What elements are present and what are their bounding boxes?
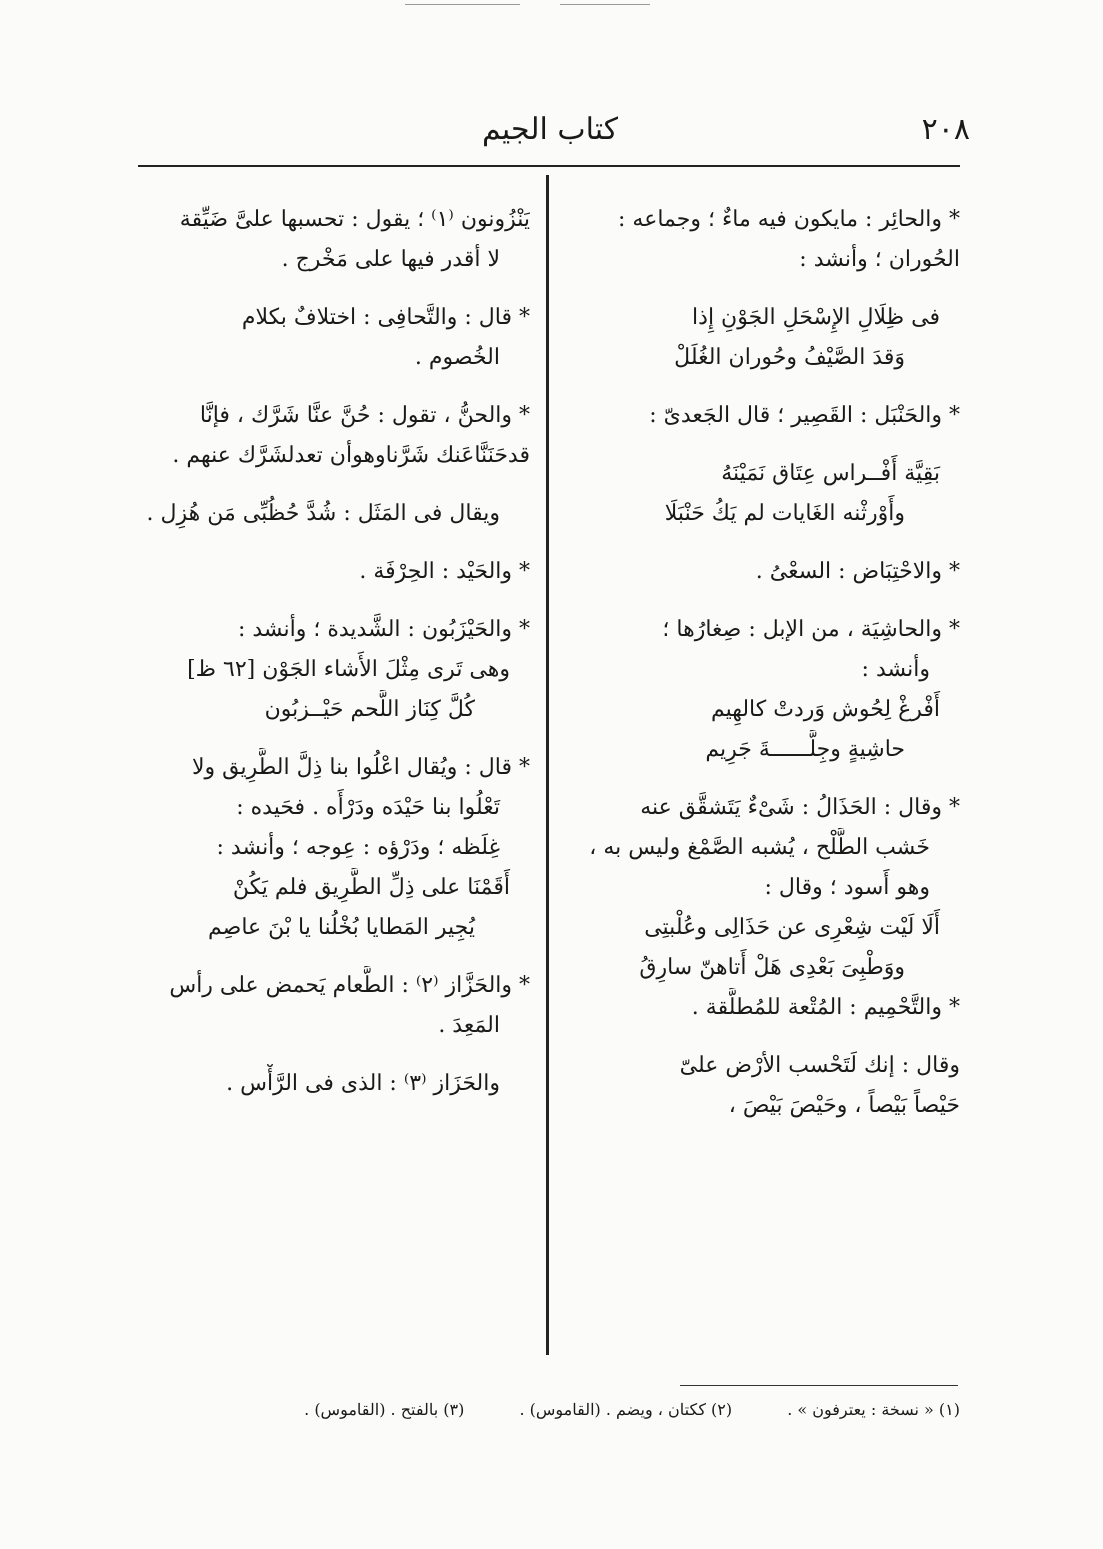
verse-line: وهى تَرى مِثْلَ الأَشاء الجَوْن [٦٢ ظ]: [187, 657, 510, 682]
right-column: [565, 200, 960, 1126]
text-line: حَيْصاً بَيْصاً ، وحَيْصَ بَيْصَ ،: [728, 1093, 960, 1118]
text-line: وأنشد :: [861, 657, 930, 682]
verse-line: وأَوْرثْنه الغَايات لم يَكُ حَنْبَلَا: [664, 501, 905, 526]
verse-line: وَقدَ الصَّيْفُ وحُوران الغُلَلْ: [674, 345, 905, 370]
verse-line: حاشِيةٍ وجِلَّــــــةَ جَرِيم: [705, 737, 905, 762]
page-number: ٢٠٨: [921, 112, 970, 147]
text-line: قدحَنَنَّاعَنك شَرَّناوهوأن تعدلشَرَّك عنهم .: [172, 443, 530, 468]
text-line: يَنْزُونون ⁽١⁾ ؛ يقول : تحسبها علىَّ ضَيِّقة: [179, 207, 530, 232]
text-line: * والحائِر : مايكون فيه ماءٌ ؛ وجماعه :: [618, 207, 960, 232]
text-line: * والحَزَّاز ⁽٢⁾ : الطَّعام يَحمض على رأس: [169, 973, 530, 998]
text-line: * والحنُّ ، تقول : حُنَّ عنَّا شَرَّك ، فإنَّا: [199, 403, 530, 428]
text-line: والحَزَاز ⁽٣⁾ : الذى فى الرَّأْس .: [226, 1071, 500, 1096]
text-line: * وقال : الحَذَالُ : شَىْءٌ يَتَشقَّق عنه: [640, 795, 960, 820]
text-line: غِلَظه ؛ ودَرْؤه : عِوجه ؛ وأنشد :: [216, 835, 500, 860]
text-line: * قال : ويُقال اعْلُوا بنا ذِلَّ الطَّرِيق ولا: [191, 755, 530, 780]
running-title: كتاب الجيم: [481, 112, 619, 147]
text-line: * والحَيْزَبُون : الشَّديدة ؛ وأنشد :: [237, 617, 530, 642]
column-divider: [546, 175, 549, 1355]
verse-line: فى ظِلَالِ الإِسْحَلِ الجَوْنِ إِذا: [692, 305, 940, 330]
verse-line: أَلَا لَيْت شِعْرِى عن حَذَالِى وعُلْبتِى: [644, 915, 940, 940]
footnotes: [140, 1400, 960, 1419]
footnote: (٣) بالفتح . (القاموس) .: [304, 1400, 465, 1419]
text-line: * والحَيْد : الحِرْفَة .: [359, 559, 530, 584]
text-line: لا أقدر فيها على مَخْرج .: [281, 247, 500, 272]
text-line: وقال : إنك لَتَحْسب الأرْض علىّ: [679, 1053, 960, 1078]
scan-mark: [405, 4, 520, 5]
footnote: (١) « نسخة : يعترفون » .: [787, 1400, 960, 1419]
scan-mark: [560, 4, 650, 5]
text-line: خَشب الطَّلْح ، يُشبه الصَّمْغ وليس به ،: [589, 835, 930, 860]
verse-line: ووَطْبِىَ بَعْدِى هَلْ أَتاهنّ سارِقُ: [639, 955, 905, 980]
verse-line: كُلَّ كِنَاز اللَّحم حَيْــزبُون: [264, 697, 475, 722]
text-line: وهو أَسود ؛ وقال :: [764, 875, 930, 900]
header-rule: [138, 165, 960, 167]
footnote: (٢) ككتان ، ويضم . (القاموس) .: [519, 1400, 733, 1419]
verse-line: بَقِيَّة أَفْــراس عِتَاق نَمَيْنَهُ: [721, 461, 940, 486]
text-line: ويقال فى المَثَل : شُدَّ حُظُبِّى مَن هُزِل .: [146, 501, 500, 526]
text-line: * والاحْتِبَاض : السعْىُ .: [755, 559, 960, 584]
text-line: تَعْلُوا بنا حَيْدَه ودَرْأَه . فحَيده :: [236, 795, 500, 820]
text-line: * قال : والتَّحافِى : اختلافٌ بكلام: [241, 305, 530, 330]
verse-line: أَفْرغْ لِحُوش وَردتْ كالهِيم: [710, 697, 940, 722]
text-line: الخُصوم .: [414, 345, 500, 370]
text-line: * والحَنْبَل : القَصِير ؛ قال الجَعدىّ :: [649, 403, 960, 428]
text-line: * والحاشِيَة ، من الإبل : صِغارُها ؛: [662, 617, 960, 642]
left-column: [140, 200, 530, 1104]
footnote-rule: [680, 1385, 958, 1386]
text-line: الحُوران ؛ وأنشد :: [799, 247, 960, 272]
verse-line: يُجِير المَطايا بُخْلُنا يا بْنَ عاصِم: [208, 915, 475, 940]
text-line: المَعِدَ .: [438, 1013, 500, 1038]
verse-line: أَقَمْنَا على ذِلِّ الطَّرِيق فلم يَكُنْ: [232, 875, 510, 900]
text-line: * والتَّحْمِيم : المُتْعة للمُطلَّقة .: [691, 995, 960, 1020]
